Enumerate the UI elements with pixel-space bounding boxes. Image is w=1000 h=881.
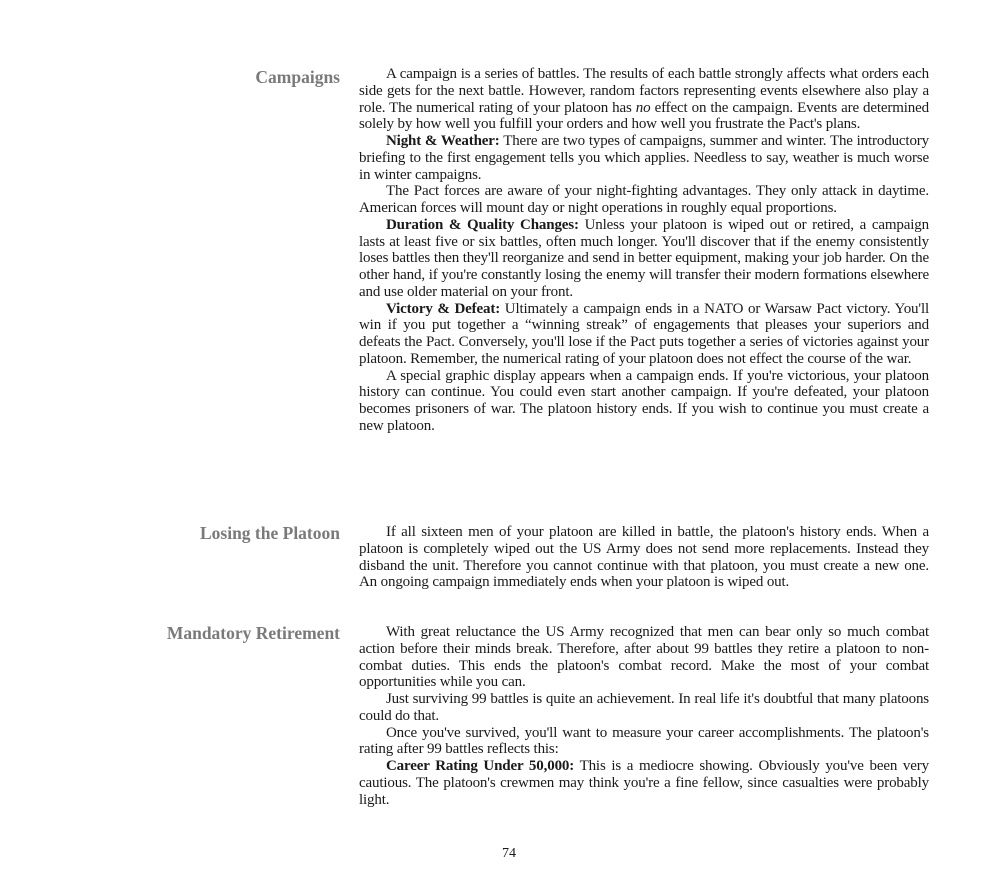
paragraph: With great reluctance the US Army recognized that men can bear only so much combat action before their minds break. Therefore, after about 99 battles they retire a platoon to non-combat duties. This ends the platoon's combat record. Make the most of your combat opportunities while you can. (359, 624, 929, 691)
paragraph: Duration & Quality Changes: Unless your platoon is wiped out or retired, a campaign lasts at least five or six battles, often much longer. You'll discover that if the enemy consistently loses battles then they'll reorganize and send in better equipment, making your job harder. On the other hand, if you're constantly losing the enemy will transfer their modern formations elsewhere and use older material on your front. (359, 216, 929, 300)
paragraph: Once you've survived, you'll want to measure your career accomplishments. The platoon's rating after 99 battles reflects this: (359, 724, 929, 758)
paragraph: Career Rating Under 50,000: This is a mediocre showing. Obviously you've been very cautious. The platoon's crewmen may think you're a fine fellow, since casualties were probably light. (359, 758, 929, 808)
paragraph: Night & Weather: There are two types of campaigns, summer and winter. The introductory briefing to the first engagement tells you which applies. Needless to say, weather is much worse in winter campaigns. (359, 133, 929, 183)
paragraph: Victory & Defeat: Ultimately a campaign ends in a NATO or Warsaw Pact victory. You'll win if you put together a “winning streak” of engagements that pleases your superiors and defeats the Pact. Conversely, you'll lose if the Pact puts together a series of victories against your platoon. Remember, the numerical rating of your platoon does not effect the course of the war. (359, 300, 929, 367)
paragraph: If all sixteen men of your platoon are killed in battle, the platoon's history ends. When a platoon is completely wiped out the US Army does not send more replacements. Instead they disband the unit. Therefore you cannot continue with that platoon, you must create a new one. An ongoing campaign immediately ends when your platoon is wiped out. (359, 524, 929, 591)
paragraph: Just surviving 99 battles is quite an achievement. In real life it's doubtful that many platoons could do that. (359, 691, 929, 724)
section-body (359, 66, 929, 435)
heading-mandatory-retirement: Mandatory Retirement (166, 623, 340, 643)
heading-losing-the-platoon: Losing the Platoon (199, 523, 340, 543)
paragraph-lead: Night & Weather: (386, 133, 500, 149)
heading-campaigns: Campaigns (255, 67, 340, 87)
paragraph: A campaign is a series of battles. The results of each battle strongly affects what orders each side gets for the next battle. However, random factors representing events elsewhere also play a role. The numerical rating of your platoon has no effect on the campaign. Events are determined solely by how well you fulfill your orders and how well you frustrate the Pact's plans. (359, 66, 930, 133)
paragraph-lead: Victory & Defeat: (386, 300, 501, 317)
paragraph-lead: Career Rating Under 50,000: (386, 758, 575, 774)
page-number: 74 (502, 846, 516, 861)
paragraph: The Pact forces are aware of your night-fighting advantages. They only attack in daytime. American forces will mount day or night operations in roughly equal proportions. (359, 183, 929, 216)
section-body (359, 624, 929, 808)
section-body (359, 524, 929, 591)
paragraph: A special graphic display appears when a campaign ends. If you're victorious, your platoon history can continue. You could even start another campaign. If you're defeated, your platoon becomes prisoners of war. The platoon history ends. If you wish to continue you must create a new platoon. (359, 367, 929, 434)
paragraph-lead: Duration & Quality Changes: (386, 216, 579, 233)
